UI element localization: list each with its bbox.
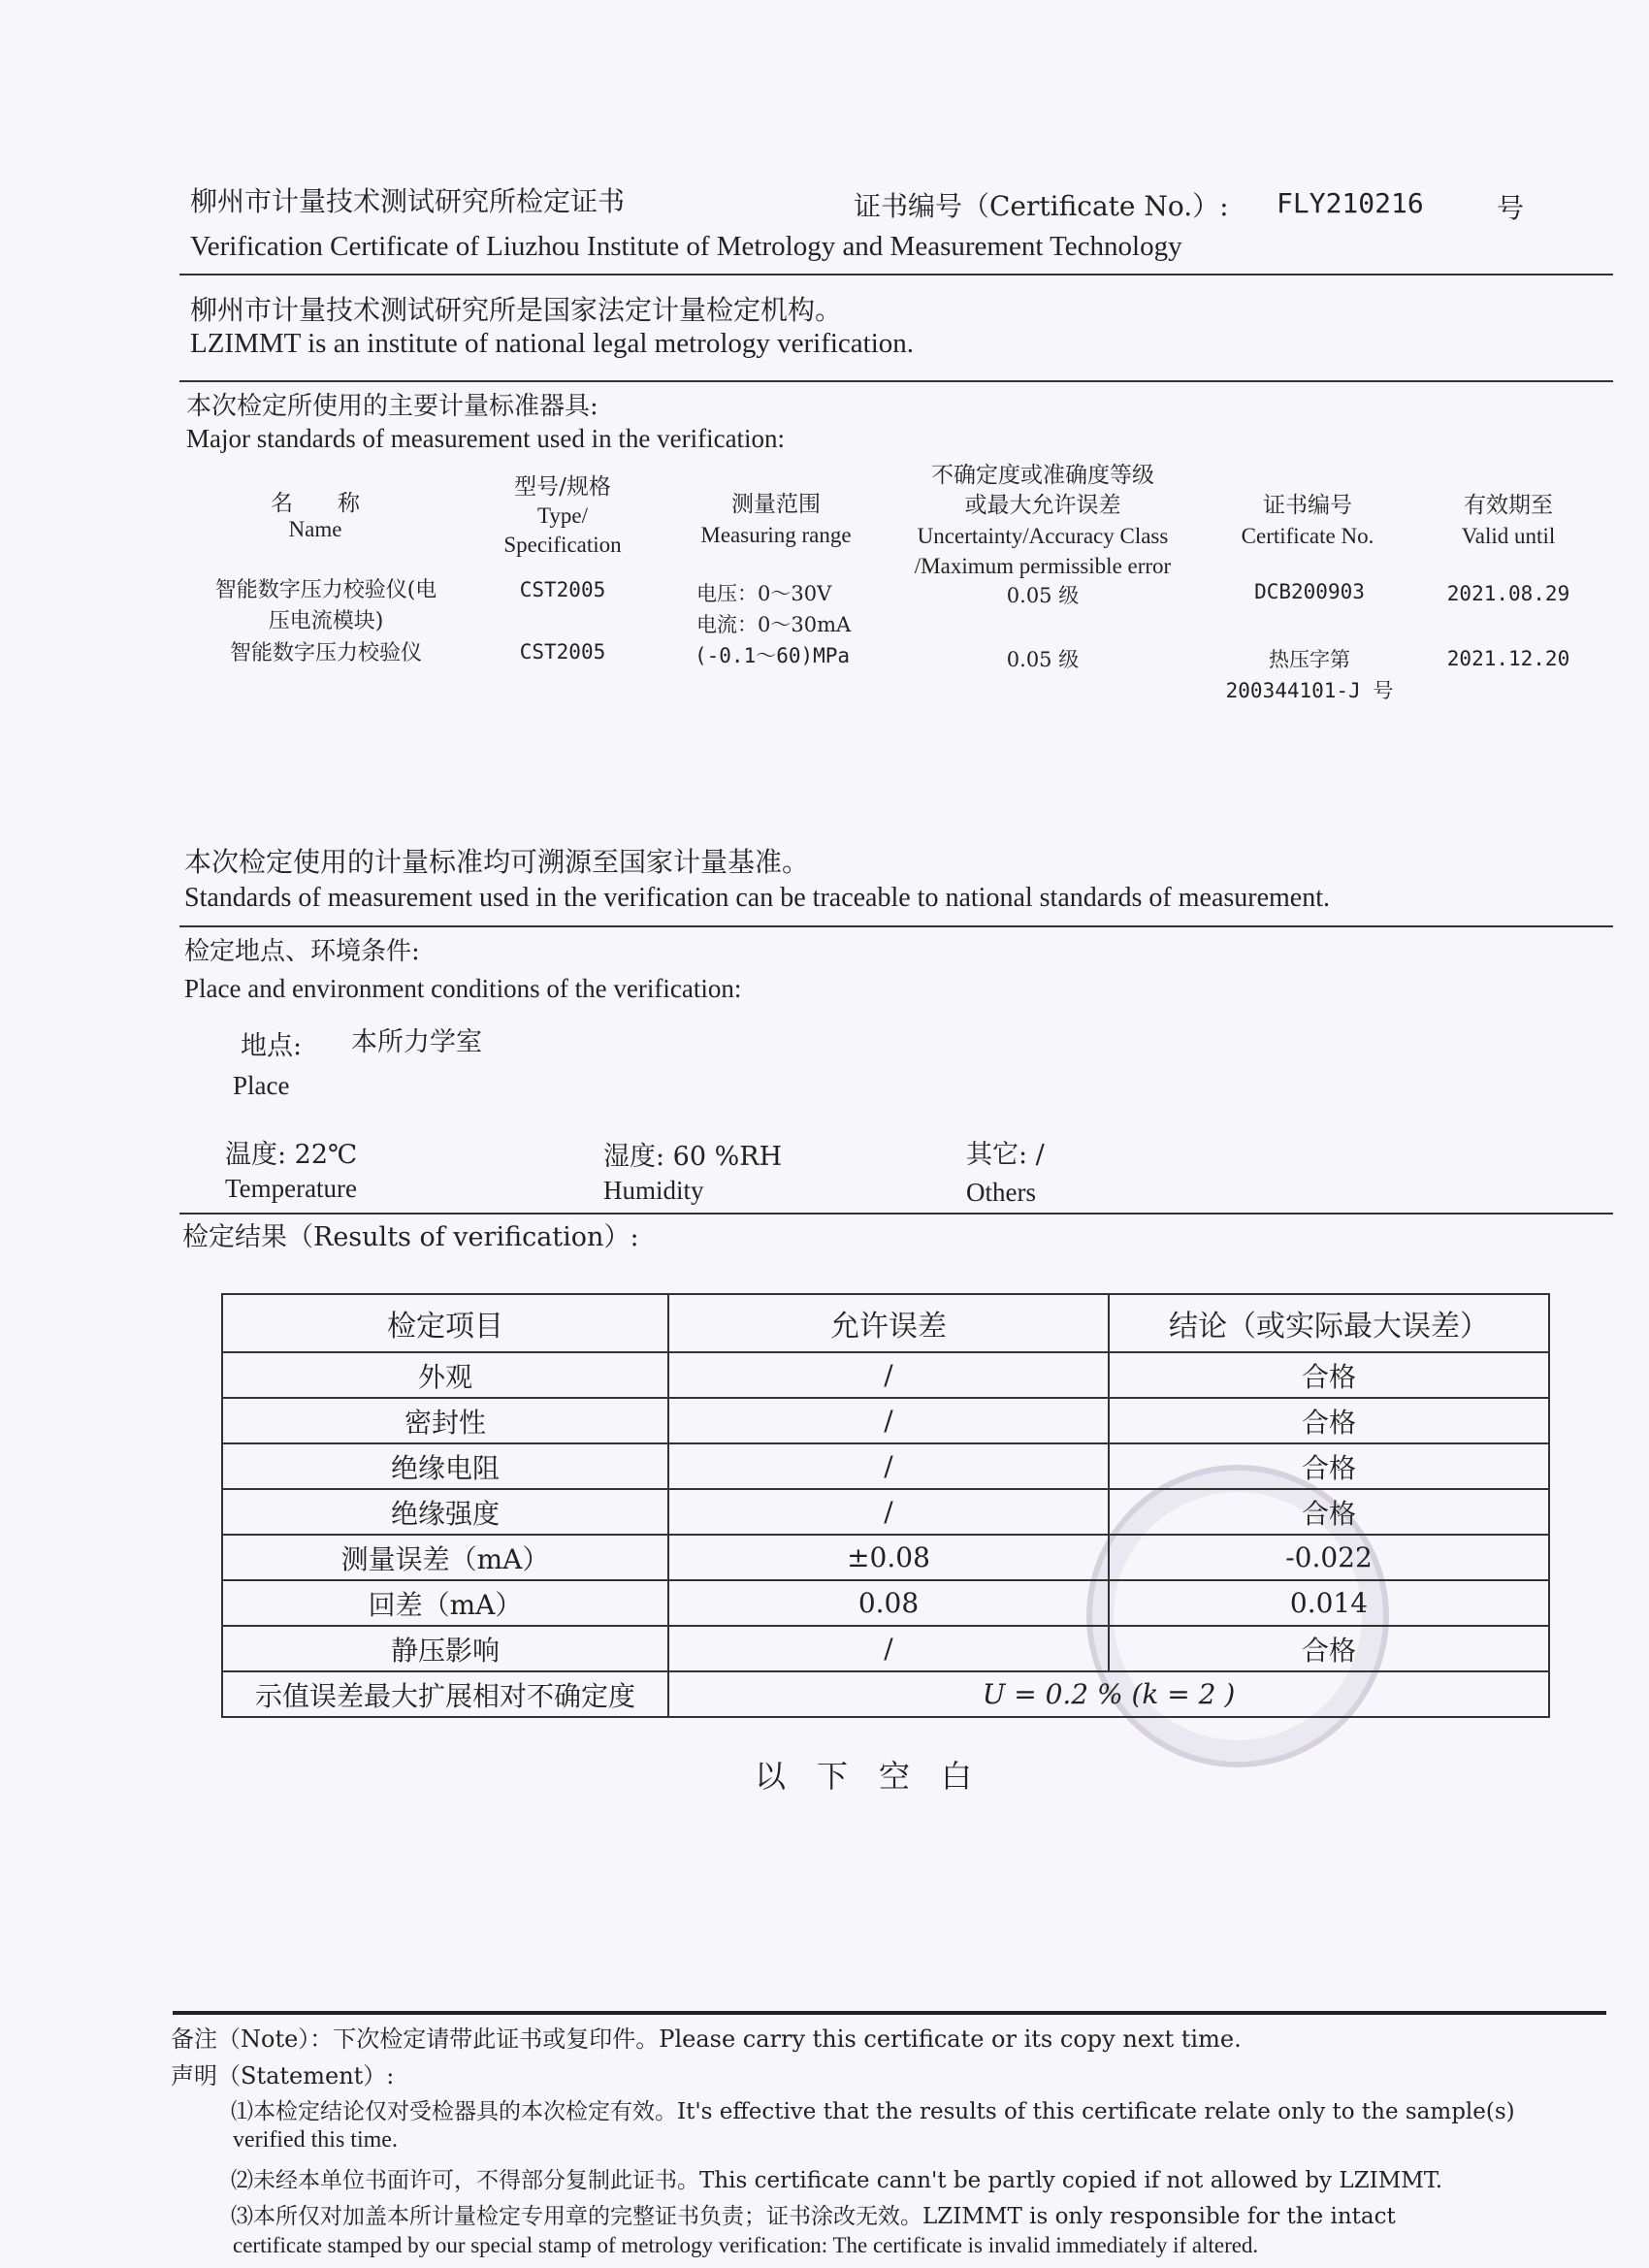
- standard-accuracy: 0.05 级: [1006, 584, 1080, 607]
- blank-below-marker: 以 下 空 白: [754, 1758, 972, 1795]
- conclusion-cell: 0.014: [1109, 1580, 1549, 1626]
- place-label-zh: 地点:: [241, 1031, 303, 1061]
- table-row: [222, 1443, 1549, 1489]
- standard-type: CST2005: [519, 578, 606, 601]
- temperature-zh: 温度: 22℃: [225, 1140, 358, 1170]
- certificate-title-en: Verification Certificate of Liuzhou Institute of Metrology and Measurement Technology: [190, 231, 1182, 262]
- standards-heading-zh: 本次检定所使用的主要计量标准器具:: [186, 392, 598, 421]
- institute-statement-en: LZIMMT is an institute of national legal metrology verification.: [190, 328, 915, 359]
- humidity-zh: 湿度: 60 %RH: [603, 1142, 783, 1172]
- conclusion-cell: 合格: [1109, 1489, 1549, 1535]
- results-table: [221, 1293, 1550, 1718]
- statement-2: ⑵未经本单位书面许可，不得部分复制此证书。This certificate cann't be partly copied if not allowed by LZIMMT.: [231, 2168, 1443, 2193]
- others-en: Others: [966, 1178, 1036, 1207]
- column-header-type: 型号/规格 Type/ Specification: [503, 474, 622, 557]
- standard-range: (-0.1～60)MPa: [695, 644, 851, 667]
- conclusion-cell: 合格: [1109, 1626, 1549, 1671]
- tolerance-cell: /: [668, 1443, 1109, 1489]
- table-row: [222, 1580, 1549, 1626]
- divider: [179, 925, 1613, 927]
- column-header-valid-until: 有效期至 Valid until: [1461, 493, 1556, 548]
- certificate-no-suffix: 号: [1497, 192, 1525, 224]
- certificate-no: FLY210216: [1277, 187, 1424, 219]
- standard-name: 智能数字压力校验仪: [229, 641, 422, 665]
- others-zh: 其它: /: [966, 1140, 1045, 1170]
- tolerance-cell: /: [668, 1398, 1109, 1443]
- statement-3-continued: certificate stamped by our special stamp of metrology verification: The certificate is invalid immediately if altered.: [233, 2233, 1259, 2257]
- table-row: [222, 1535, 1549, 1580]
- standard-certificate: 热压字第 200344101-J 号: [1225, 648, 1394, 702]
- item-cell: 绝缘电阻: [222, 1443, 668, 1489]
- tolerance-cell: ±0.08: [668, 1535, 1109, 1580]
- table-row: [222, 1626, 1549, 1671]
- tolerance-cell: /: [668, 1352, 1109, 1398]
- place-label-en: Place: [233, 1071, 290, 1100]
- divider: [173, 2011, 1606, 2015]
- item-cell: 静压影响: [222, 1626, 668, 1671]
- conclusion-cell: 合格: [1109, 1352, 1549, 1398]
- table-row: [222, 1352, 1549, 1398]
- item-cell: 密封性: [222, 1398, 668, 1443]
- divider: [179, 1213, 1613, 1215]
- traceability-en: Standards of measurement used in the verification can be traceable to national standards of measurement.: [184, 883, 1331, 913]
- statement-1: ⑴本检定结论仅对受检器具的本次检定有效。It's effective that the results of this certificate relate only to the sample(s): [231, 2099, 1515, 2124]
- divider: [179, 274, 1613, 275]
- column-header: 检定项目: [222, 1294, 668, 1352]
- conclusion-cell: -0.022: [1109, 1535, 1549, 1580]
- temperature-en: Temperature: [225, 1174, 358, 1203]
- results-heading: 检定结果（Results of verification）:: [182, 1222, 639, 1252]
- item-cell: 测量误差（mA）: [222, 1535, 668, 1580]
- table-row: [222, 1671, 1549, 1717]
- table-header-row: [222, 1294, 1549, 1352]
- certificate-no-label: 证书编号（Certificate No.）:: [854, 190, 1229, 222]
- item-cell: 回差（mA）: [222, 1580, 668, 1626]
- column-header-uncertainty: 不确定度或准确度等级 或最大允许误差 Uncertainty/Accuracy Class /Maximum permissible error: [914, 463, 1172, 578]
- item-cell: 外观: [222, 1352, 668, 1398]
- traceability-zh: 本次检定使用的计量标准均可溯源至国家计量基准。: [184, 846, 810, 878]
- table-row: [222, 1398, 1549, 1443]
- standard-valid-until: 2021.12.20: [1446, 647, 1570, 670]
- tolerance-cell: 0.08: [668, 1580, 1109, 1626]
- institute-statement-zh: 柳州市计量技术测试研究所是国家法定计量检定机构。: [190, 294, 843, 326]
- conclusion-cell: 合格: [1109, 1443, 1549, 1489]
- conclusion-cell: 合格: [1109, 1398, 1549, 1443]
- table-row: [222, 1489, 1549, 1535]
- column-header-certificate-no: 证书编号 Certificate No.: [1241, 493, 1374, 548]
- certificate-title-zh: 柳州市计量技术测试研究所检定证书: [190, 185, 626, 217]
- column-header-range: 测量范围 Measuring range: [700, 492, 852, 547]
- standards-heading-en: Major standards of measurement used in the verification:: [186, 424, 786, 453]
- place-heading-zh: 检定地点、环境条件:: [184, 937, 420, 966]
- place-heading-en: Place and environment conditions of the verification:: [184, 974, 742, 1003]
- statement-3: ⑶本所仅对加盖本所计量检定专用章的完整证书负责；证书涂改无效。LZIMMT is only responsible for the intact: [231, 2204, 1396, 2229]
- standard-certificate: DCB200903: [1254, 580, 1365, 603]
- standard-accuracy: 0.05 级: [1006, 648, 1080, 671]
- uncertainty-cell: U = 0.2 % (k = 2 ): [668, 1671, 1549, 1717]
- tolerance-cell: /: [668, 1626, 1109, 1671]
- statement-label: 声明（Statement）:: [171, 2062, 395, 2090]
- place-value: 本所力学室: [351, 1027, 482, 1057]
- humidity-en: Humidity: [603, 1176, 704, 1205]
- standard-valid-until: 2021.08.29: [1446, 582, 1570, 605]
- column-header: 结论（或实际最大误差）: [1109, 1294, 1549, 1352]
- standard-type: CST2005: [519, 640, 606, 664]
- standard-name: 智能数字压力校验仪(电 压电流模块): [214, 578, 437, 633]
- statement-1-continued: verified this time.: [233, 2127, 398, 2153]
- column-header: 允许误差: [668, 1294, 1109, 1352]
- note: 备注（Note）：下次检定请带此证书或复印件。Please carry this certificate or its copy next time.: [171, 2025, 1242, 2053]
- standard-range: 电压：0～30V 电流：0～30mA: [696, 582, 852, 636]
- item-cell: 绝缘强度: [222, 1489, 668, 1535]
- column-header-name: 名 称 Name: [271, 491, 360, 541]
- tolerance-cell: /: [668, 1489, 1109, 1535]
- item-cell: 示值误差最大扩展相对不确定度: [222, 1671, 668, 1717]
- divider: [179, 380, 1613, 382]
